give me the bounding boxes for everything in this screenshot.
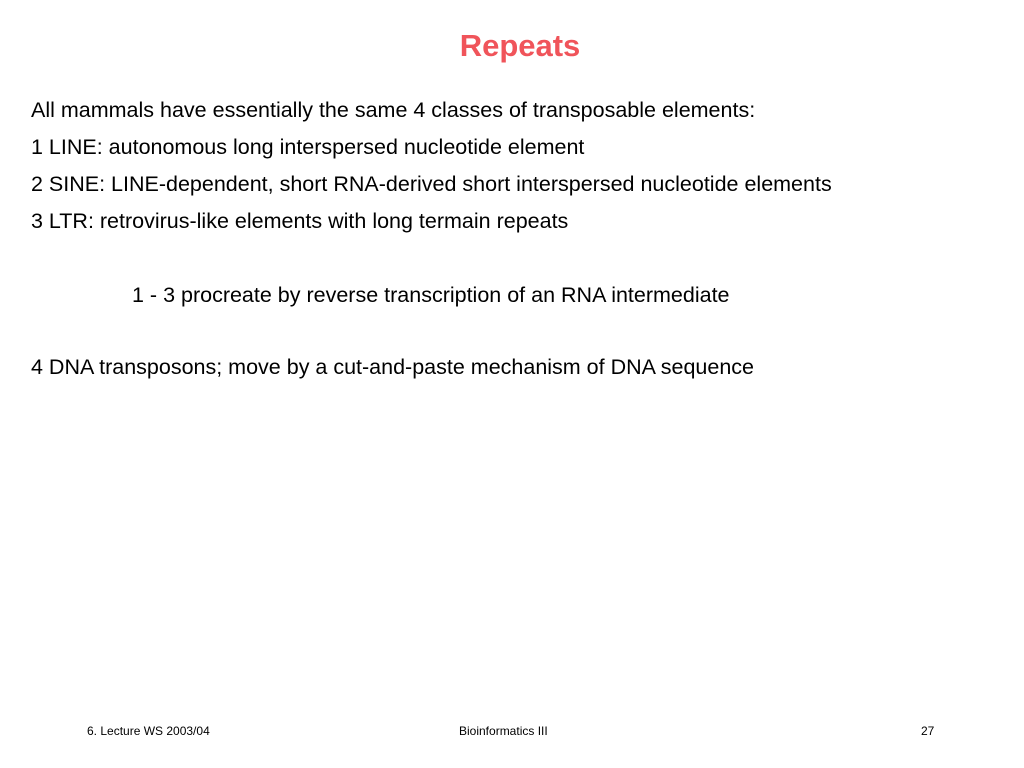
footer-course: Bioinformatics III	[459, 724, 548, 738]
line-class-line: 1 LINE: autonomous long interspersed nucleotide element	[31, 135, 585, 159]
sine-class-line: 2 SINE: LINE-dependent, short RNA-derived short interspersed nucleotide elements	[31, 172, 832, 196]
footer-lecture: 6. Lecture WS 2003/04	[87, 724, 210, 738]
footer-page-number: 27	[921, 724, 935, 738]
slide-title: Repeats	[459, 28, 581, 63]
reverse-transcription-note: 1 - 3 procreate by reverse transcription of an RNA intermediate	[132, 283, 730, 307]
dna-transposons-line: 4 DNA transposons; move by a cut-and-paste mechanism of DNA sequence	[31, 355, 755, 379]
intro-line: All mammals have essentially the same 4 classes of transposable elements:	[31, 98, 756, 122]
ltr-class-line: 3 LTR: retrovirus-like elements with long termain repeats	[31, 209, 569, 233]
